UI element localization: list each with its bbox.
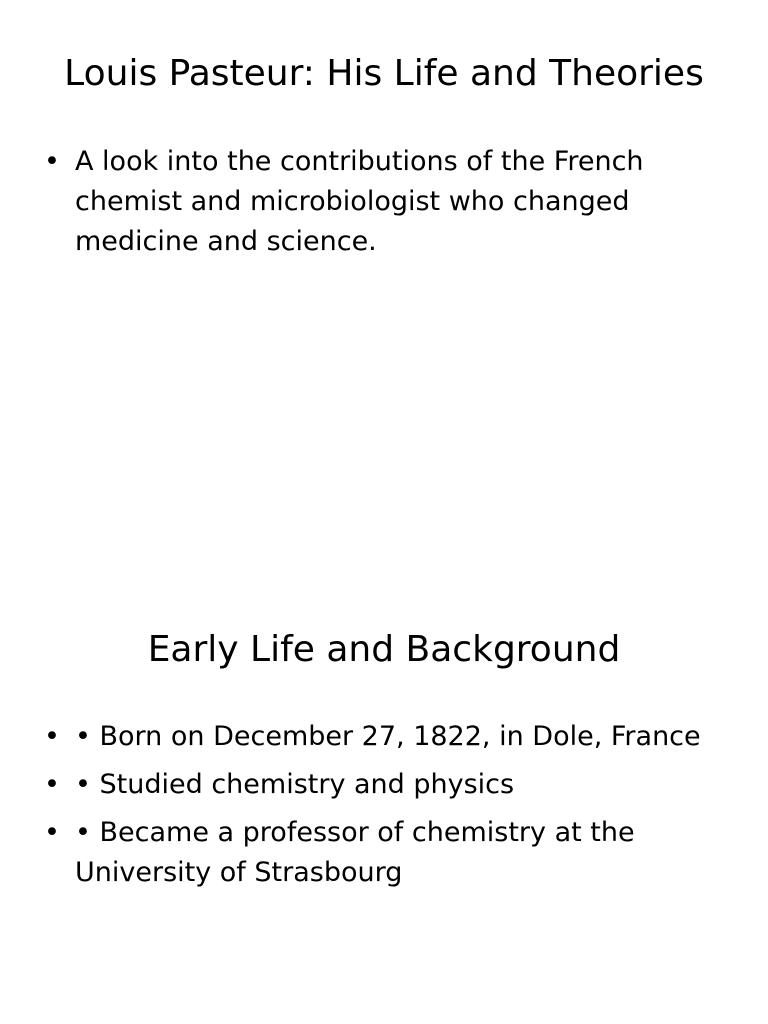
bullet-icon: • bbox=[44, 146, 60, 177]
bullet-item bbox=[44, 142, 734, 262]
bullet-text: • Born on December 27, 1822, in Dole, France bbox=[75, 721, 701, 752]
bullet-text: • Studied chemistry and physics bbox=[75, 769, 515, 800]
slide-title: Louis Pasteur: His Life and Theories bbox=[64, 53, 704, 94]
bullet-item bbox=[44, 717, 734, 757]
bullet-icon: • bbox=[44, 721, 60, 752]
bullet-item bbox=[44, 765, 734, 805]
bullet-list bbox=[44, 142, 734, 270]
bullet-icon: • bbox=[44, 817, 60, 848]
bullet-item bbox=[44, 813, 734, 893]
slide-title: Early Life and Background bbox=[147, 629, 621, 670]
bullet-text: • Became a professor of chemistry at the University of Strasbourg bbox=[75, 817, 635, 888]
bullet-text: A look into the contributions of the French chemist and microbiologist who changed medicine and science. bbox=[75, 146, 644, 257]
bullet-list bbox=[44, 717, 734, 901]
slide-2 bbox=[0, 576, 768, 1024]
bullet-icon: • bbox=[44, 769, 60, 800]
